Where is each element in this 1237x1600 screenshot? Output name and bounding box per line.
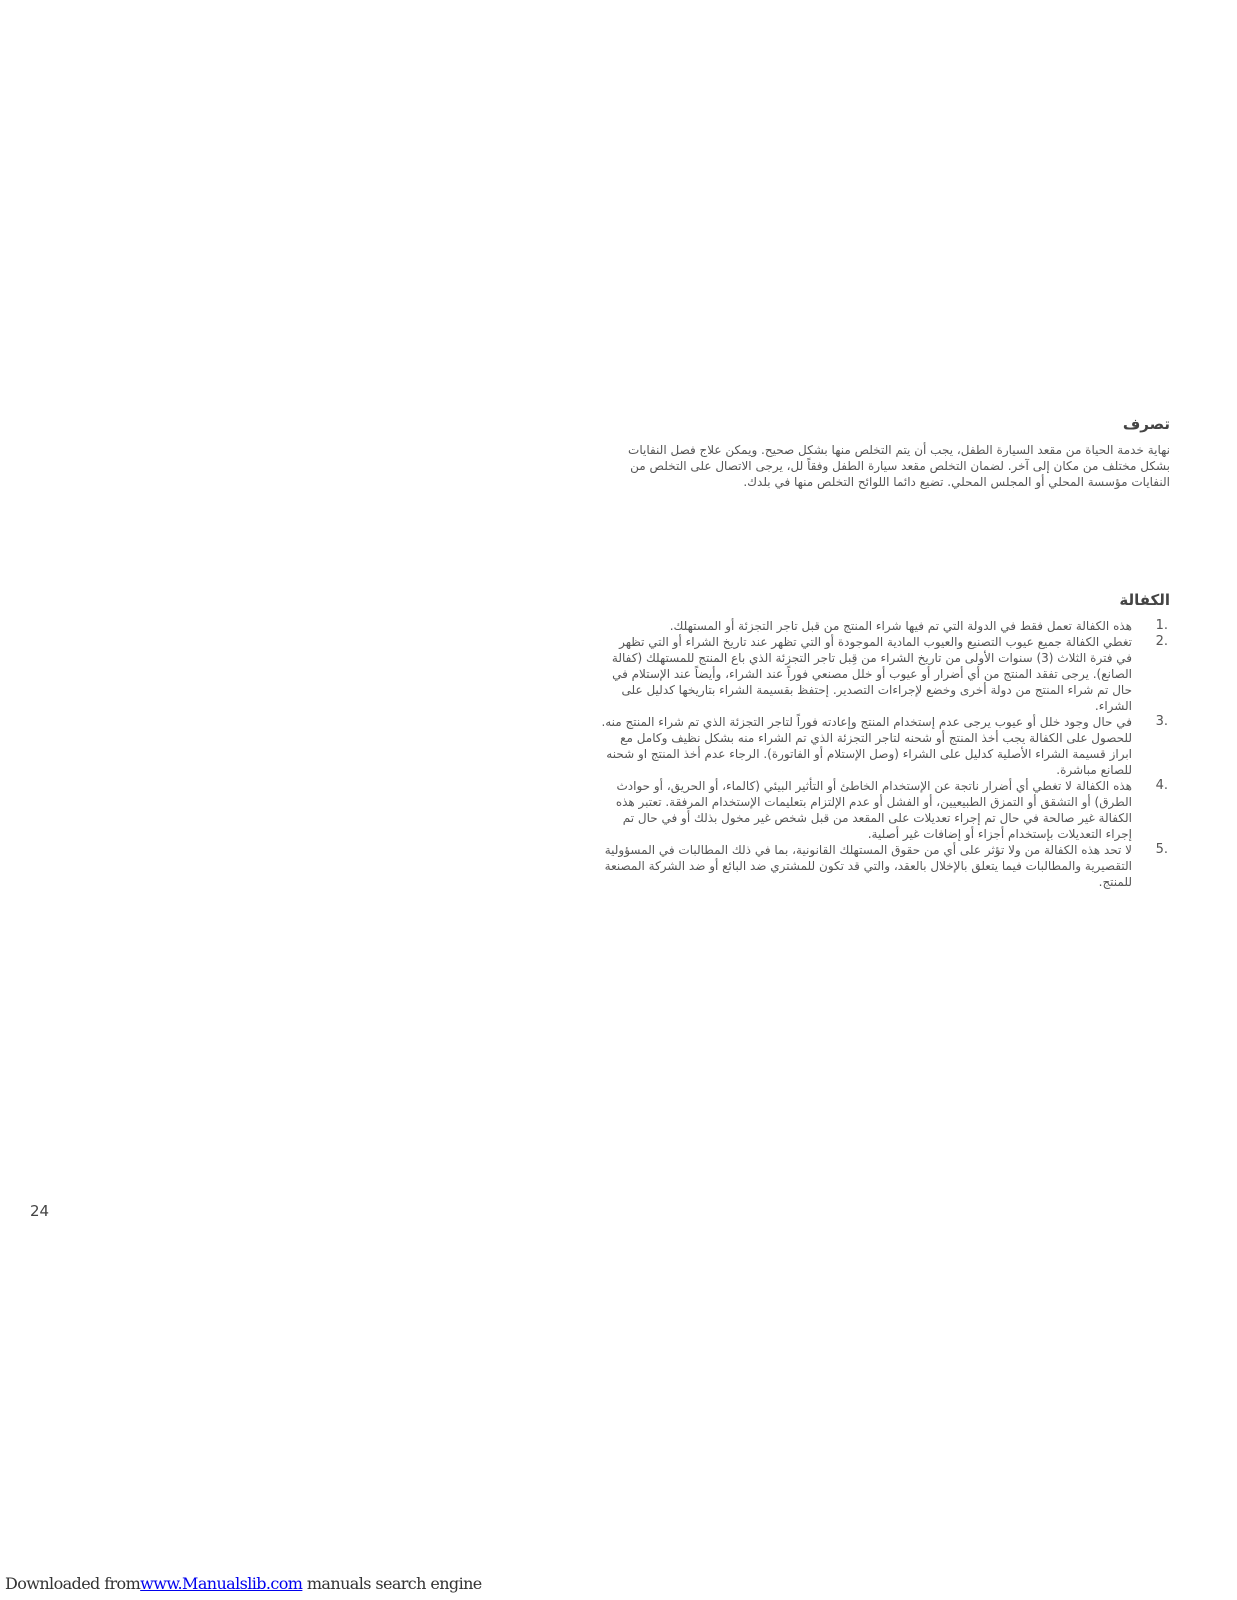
warranty-item-number: 1.: [1155, 618, 1168, 633]
warranty-item: [600, 618, 1170, 634]
disposal-section: [600, 414, 1170, 490]
warranty-item-number: 4.: [1155, 778, 1168, 793]
page-number: 24: [30, 1202, 50, 1220]
warranty-item-text: في حال وجود خلل أو عيوب يرجى عدم إستخدام المنتج وإعادته فوراً لتاجر التجزئة الذي تم شراء المنتج منه. للحصول على الكفالة يجب أخذ المنتج أو شحنه لتاجر التجزئة الذي تم الشراء منه بشكل نظيف وكامل مع ابراز قسيمة الشراء الأصلية كدليل على الشراء (وصل الإستلام أو الفاتورة). الرجاء عدم أخذ المنتج او شحنه للصانع مباشرة.: [601, 715, 1132, 777]
warranty-section: [600, 590, 1170, 890]
disposal-heading: تصرف: [1122, 415, 1170, 433]
warranty-item-number: 3.: [1155, 714, 1168, 729]
download-footer: [5, 1574, 482, 1593]
warranty-item-number: 2.: [1155, 634, 1168, 649]
warranty-heading: الكفالة: [1119, 591, 1170, 609]
disposal-body: نهاية خدمة الحياة من مقعد السيارة الطفل، يجب أن يتم التخلص منها بشكل صحيح. ويمكن علاج فصل النفايات بشكل مختلف من مكان إلى آخر. لضمان التخلص مقعد سيارة الطفل وفقاً لل، يرجى الاتصال على التخلص من النفايات مؤسسة المحلي أو المجلس المحلي. تضيع دائما اللوائح التخلص منها في بلدك.: [628, 443, 1170, 489]
warranty-item-text: هذه الكفالة تعمل فقط في الدولة التي تم فيها شراء المنتج من قبل تاجر التجزئة أو المستهلك.: [669, 619, 1132, 633]
warranty-list: [600, 618, 1170, 890]
warranty-item-text: تغطي الكفالة جميع عيوب التصنيع والعيوب المادية الموجودة أو التي تظهر عند تاريخ الشراء أو التي تظهر في فترة الثلاث (3) سنوات الأولى من تاريخ الشراء من قِبل تاجر التجزئة الذي باع المنتج للمستهلك (كفالة الصانع). يرجى تفقد المنتج من أي أضرار أو عيوب أو خلل مصنعي فوراً عند الشراء، وأيضاً عند الإستلام في حال تم شراء المنتج من دولة أخرى وخضع لإجراءات التصدير. إحتفظ بقسيمة الشراء بتاريخها كدليل على الشراء.: [611, 635, 1132, 713]
warranty-item-text: هذه الكفالة لا تغطي أي أضرار ناتجة عن الإستخدام الخاطئ أو التأثير البيئي (كالماء، أو الحريق، أو حوادث الطرق) أو التشقق أو التمزق الطبيعيين، أو الفشل أو عدم الإلتزام بتعليمات الإستخدام المرفقة. تعتبر هذه الكفالة غير صالحة في حال تم إجراء تعديلات على المقعد من قبل شخص غير مخول بذلك أو في حال تم إجراء التعديلات بإستخدام أجزاء أو إضافات غير أصلية.: [615, 779, 1132, 841]
footer-suffix: manuals search engine: [302, 1574, 482, 1593]
manualslib-link[interactable]: www.Manualslib.com: [140, 1574, 303, 1593]
warranty-item-number: 5.: [1155, 842, 1168, 857]
warranty-item: [600, 714, 1170, 778]
footer-prefix: Downloaded from: [5, 1574, 141, 1593]
warranty-item: [600, 778, 1170, 842]
warranty-item-text: لا تحد هذه الكفالة من ولا تؤثر على أي من حقوق المستهلك القانونية، بما في ذلك المطالبات في المسؤولية التقصيرية والمطالبات فيما يتعلق بالإخلال بالعقد، والتي قد تكون للمشتري ضد البائع أو ضد الشركة المصنعة للمنتج.: [604, 843, 1132, 889]
warranty-item: [600, 634, 1170, 714]
warranty-item: [600, 842, 1170, 890]
